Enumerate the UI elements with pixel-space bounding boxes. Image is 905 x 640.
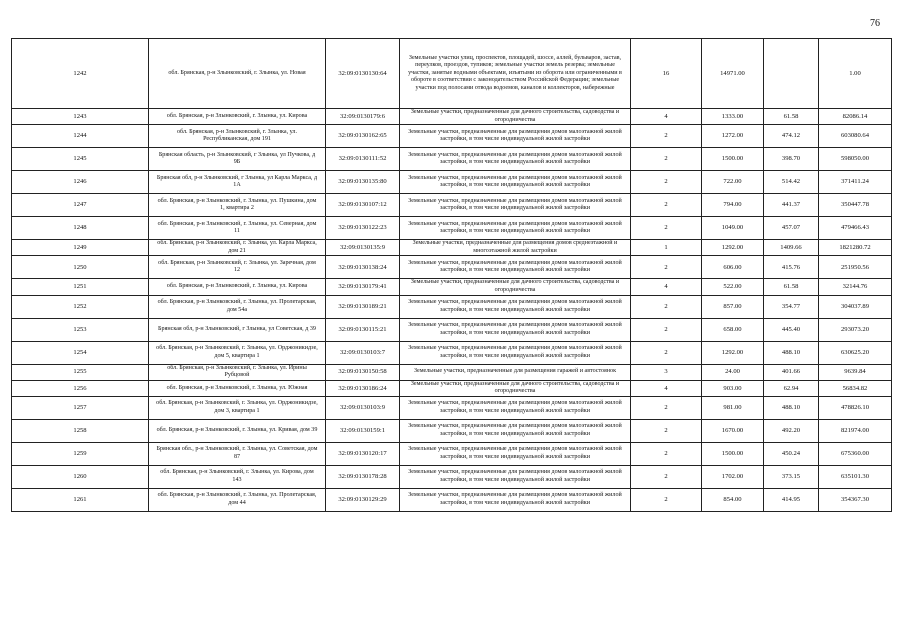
specific-value: 441.37 (764, 194, 819, 217)
specific-value: 1409.66 (764, 240, 819, 256)
address-cell: Брянская обл, р-н Злынковский, г Злынка, ул Советская, д 39 (149, 318, 326, 341)
area-value: 1272.00 (702, 125, 764, 148)
cadastral-value: 354367.30 (819, 488, 892, 511)
address-cell: обл. Брянская, р-н Злынковский, г. Злынка, ул. Северная, дом 11 (149, 217, 326, 240)
use-code: 2 (631, 341, 702, 364)
land-use-description: Земельные участки, предназначенные для размещения домов малоэтажной жилой застройки, в том числе индивидуальной жилой застройки (400, 256, 631, 279)
cadastral-number: 32:09:0130179:6 (326, 109, 400, 125)
land-use-description: Земельные участки, предназначенные для дачного строительства, садоводства и огородничества (400, 279, 631, 295)
table-row (12, 318, 892, 341)
area-value: 1333.00 (702, 109, 764, 125)
land-use-description: Земельные участки, предназначенные для размещения домов малоэтажной жилой застройки, в том числе индивидуальной жилой застройки (400, 217, 631, 240)
specific-value: 415.76 (764, 256, 819, 279)
row-number: 1258 (12, 419, 149, 442)
cadastral-value: 479466.43 (819, 217, 892, 240)
cadastral-value: 293073.20 (819, 318, 892, 341)
land-use-description: Земельные участки, предназначенные для дачного строительства, садоводства и огородничества (400, 380, 631, 396)
row-number: 1250 (12, 256, 149, 279)
use-code: 2 (631, 488, 702, 511)
use-code: 1 (631, 240, 702, 256)
row-number: 1260 (12, 465, 149, 488)
cadastral-value: 32144.76 (819, 279, 892, 295)
specific-value: 450.24 (764, 442, 819, 465)
table-row (12, 39, 892, 109)
area-value: 981.00 (702, 396, 764, 419)
land-use-description: Земельные участки, предназначенные для размещения гаражей и автостоянок (400, 364, 631, 380)
cadastral-value: 478826.10 (819, 396, 892, 419)
specific-value: 488.10 (764, 341, 819, 364)
address-cell: обл. Брянская, р-н Злынковский, г. Злынка, ул. Орджоникидзе, дом 3, квартира 1 (149, 396, 326, 419)
row-number: 1254 (12, 341, 149, 364)
use-code: 4 (631, 279, 702, 295)
cadastral-value: 9639.84 (819, 364, 892, 380)
cadastral-value: 675360.00 (819, 442, 892, 465)
specific-value: 488.10 (764, 396, 819, 419)
cadastral-number: 32:09:0130186:24 (326, 380, 400, 396)
area-value: 1292.00 (702, 341, 764, 364)
cadastral-value: 603080.64 (819, 125, 892, 148)
land-use-description: Земельные участки, предназначенные для размещения домов малоэтажной жилой застройки, в том числе индивидуальной жилой застройки (400, 488, 631, 511)
use-code: 2 (631, 396, 702, 419)
area-value: 1292.00 (702, 240, 764, 256)
row-number: 1255 (12, 364, 149, 380)
specific-value: 62.94 (764, 380, 819, 396)
area-value: 522.00 (702, 279, 764, 295)
cadastral-number: 32:09:0130135:9 (326, 240, 400, 256)
row-number: 1257 (12, 396, 149, 419)
address-cell: обл. Брянская, р-н Злынковский, г. Злынка, ул. Республиканская, дом 191 (149, 125, 326, 148)
address-cell: Брянская область, р-н Злынковский, г Злынка, ул Пучкова, д 9Б (149, 148, 326, 171)
table-row (12, 279, 892, 295)
cadastral-value: 1821280.72 (819, 240, 892, 256)
use-code: 2 (631, 194, 702, 217)
table-row (12, 295, 892, 318)
row-number: 1244 (12, 125, 149, 148)
land-use-description: Земельные участки, предназначенные для размещения домов малоэтажной жилой застройки, в том числе индивидуальной жилой застройки (400, 341, 631, 364)
area-value: 658.00 (702, 318, 764, 341)
area-value: 1500.00 (702, 148, 764, 171)
cadastral-number: 32:09:0130122:23 (326, 217, 400, 240)
table-row (12, 194, 892, 217)
cadastral-value: 1.00 (819, 39, 892, 109)
address-cell: обл. Брянская, р-н Злынковский, г. Злынка, ул. Новая (149, 39, 326, 109)
use-code: 2 (631, 295, 702, 318)
address-cell: Брянская обл., р-н Злынковский, г. Злынка, ул. Советская, дом 87 (149, 442, 326, 465)
specific-value: 398.70 (764, 148, 819, 171)
use-code: 4 (631, 380, 702, 396)
land-use-description: Земельные участки улиц, проспектов, площадей, шоссе, аллей, бульваров, застав, переулков, проездов, тупиков; земельные участки земель резерва; земельные участки, занятые водными объектами, изъятыми из оборота или ограниченными в обороте в соответствии с законодательством Российской Федерации; земельные участки под полосами отвода водоемов, каналов и коллекторов, набережные (400, 39, 631, 109)
area-value: 794.00 (702, 194, 764, 217)
land-use-description: Земельные участки, предназначенные для размещения домов малоэтажной жилой застройки, в том числе индивидуальной жилой застройки (400, 396, 631, 419)
address-cell: обл. Брянская, р-н Злынковский, г. Злынка, ул. Кривая, дом 39 (149, 419, 326, 442)
land-use-description: Земельные участки, предназначенные для размещения домов среднеэтажной и многоэтажной жилой застройки (400, 240, 631, 256)
land-use-description: Земельные участки, предназначенные для размещения домов малоэтажной жилой застройки, в том числе индивидуальной жилой застройки (400, 419, 631, 442)
specific-value: 61.58 (764, 279, 819, 295)
table-row (12, 148, 892, 171)
row-number: 1248 (12, 217, 149, 240)
table-row (12, 217, 892, 240)
address-cell: обл. Брянская, р-н Злынковский, г. Злынка, ул. Кирова (149, 279, 326, 295)
address-cell: обл. Брянская, р-н Злынковский, г. Злынка, ул. Кирова (149, 109, 326, 125)
specific-value: 492.20 (764, 419, 819, 442)
cadastral-value: 350447.78 (819, 194, 892, 217)
specific-value: 414.95 (764, 488, 819, 511)
cadastral-value: 251950.56 (819, 256, 892, 279)
cadastral-number: 32:09:0130129:29 (326, 488, 400, 511)
row-number: 1247 (12, 194, 149, 217)
use-code: 2 (631, 318, 702, 341)
cadastral-value: 598050.00 (819, 148, 892, 171)
area-value: 1500.00 (702, 442, 764, 465)
address-cell: Брянская обл, р-н Злынковский, г Злынка, ул Карла Маркса, д 1А (149, 171, 326, 194)
cadastral-number: 32:09:0130150:58 (326, 364, 400, 380)
row-number: 1261 (12, 488, 149, 511)
cadastral-number: 32:09:0130107:12 (326, 194, 400, 217)
table-row (12, 419, 892, 442)
row-number: 1246 (12, 171, 149, 194)
cadastral-number: 32:09:0130178:28 (326, 465, 400, 488)
land-use-description: Земельные участки, предназначенные для размещения домов малоэтажной жилой застройки, в том числе индивидуальной жилой застройки (400, 171, 631, 194)
cadastral-number: 32:09:0130138:24 (326, 256, 400, 279)
use-code: 2 (631, 125, 702, 148)
use-code: 2 (631, 148, 702, 171)
use-code: 16 (631, 39, 702, 109)
area-value: 24.00 (702, 364, 764, 380)
use-code: 2 (631, 217, 702, 240)
cadastral-number: 32:09:0130111:52 (326, 148, 400, 171)
page-number: 76 (870, 18, 880, 29)
land-use-description: Земельные участки, предназначенные для размещения домов малоэтажной жилой застройки, в том числе индивидуальной жилой застройки (400, 148, 631, 171)
address-cell: обл. Брянская, р-н Злынковский, г. Злынка, ул. Заречная, дом 12 (149, 256, 326, 279)
use-code: 3 (631, 364, 702, 380)
cadastral-number: 32:09:0130120:17 (326, 442, 400, 465)
land-use-description: Земельные участки, предназначенные для размещения домов малоэтажной жилой застройки, в том числе индивидуальной жилой застройки (400, 194, 631, 217)
table-row (12, 125, 892, 148)
table-row (12, 256, 892, 279)
land-plots-table (11, 38, 892, 512)
area-value: 1702.00 (702, 465, 764, 488)
row-number: 1256 (12, 380, 149, 396)
table-row (12, 240, 892, 256)
use-code: 2 (631, 256, 702, 279)
specific-value: 514.42 (764, 171, 819, 194)
table-row (12, 341, 892, 364)
cadastral-value: 630625.20 (819, 341, 892, 364)
area-value: 722.00 (702, 171, 764, 194)
address-cell: обл. Брянская, р-н Злынковский, г. Злынка, ул. Ирины Рубцовой (149, 364, 326, 380)
area-value: 14971.00 (702, 39, 764, 109)
use-code: 2 (631, 171, 702, 194)
address-cell: обл. Брянская, р-н Злынковский, г. Злынка, ул. Карла Маркса, дом 21 (149, 240, 326, 256)
area-value: 1670.00 (702, 419, 764, 442)
row-number: 1259 (12, 442, 149, 465)
use-code: 2 (631, 442, 702, 465)
land-use-description: Земельные участки, предназначенные для размещения домов малоэтажной жилой застройки, в том числе индивидуальной жилой застройки (400, 465, 631, 488)
land-use-description: Земельные участки, предназначенные для размещения домов малоэтажной жилой застройки, в том числе индивидуальной жилой застройки (400, 295, 631, 318)
table-row (12, 396, 892, 419)
cadastral-value: 635101.30 (819, 465, 892, 488)
row-number: 1249 (12, 240, 149, 256)
row-number: 1251 (12, 279, 149, 295)
table-row (12, 488, 892, 511)
use-code: 2 (631, 465, 702, 488)
table-row (12, 380, 892, 396)
address-cell: обл. Брянская, р-н Злынковский, г. Злынка, ул. Южная (149, 380, 326, 396)
specific-value: 354.77 (764, 295, 819, 318)
area-value: 606.00 (702, 256, 764, 279)
specific-value: 61.58 (764, 109, 819, 125)
address-cell: обл. Брянская, р-н Злынковский, г. Злынка, ул. Орджоникидзе, дом 5, квартира 1 (149, 341, 326, 364)
cadastral-number: 32:09:0130135:80 (326, 171, 400, 194)
address-cell: обл. Брянская, р-н Злынковский, г. Злынка, ул. Пушкина, дом 1, квартира 2 (149, 194, 326, 217)
land-use-description: Земельные участки, предназначенные для размещения домов малоэтажной жилой застройки, в том числе индивидуальной жилой застройки (400, 318, 631, 341)
area-value: 854.00 (702, 488, 764, 511)
specific-value: 474.12 (764, 125, 819, 148)
address-cell: обл. Брянская, р-н Злынковский, г. Злынка, ул. Пролетарская, дом 54а (149, 295, 326, 318)
specific-value: 373.15 (764, 465, 819, 488)
land-use-description: Земельные участки, предназначенные для размещения домов малоэтажной жилой застройки, в том числе индивидуальной жилой застройки (400, 125, 631, 148)
specific-value: 445.40 (764, 318, 819, 341)
address-cell: обл. Брянская, р-н Злынковский, г. Злынка, ул. Пролетарская, дом 44 (149, 488, 326, 511)
cadastral-number: 32:09:0130179:41 (326, 279, 400, 295)
cadastral-number: 32:09:0130115:21 (326, 318, 400, 341)
row-number: 1252 (12, 295, 149, 318)
cadastral-number: 32:09:0130130:64 (326, 39, 400, 109)
cadastral-value: 304037.89 (819, 295, 892, 318)
use-code: 4 (631, 109, 702, 125)
specific-value: 457.07 (764, 217, 819, 240)
cadastral-number: 32:09:0130189:21 (326, 295, 400, 318)
area-value: 857.00 (702, 295, 764, 318)
use-code: 2 (631, 419, 702, 442)
row-number: 1245 (12, 148, 149, 171)
address-cell: обл. Брянская, р-н Злынковский, г. Злынка, ул. Кирова, дом 143 (149, 465, 326, 488)
cadastral-number: 32:09:0130103:7 (326, 341, 400, 364)
land-use-description: Земельные участки, предназначенные для дачного строительства, садоводства и огородничества (400, 109, 631, 125)
area-value: 903.00 (702, 380, 764, 396)
table-row (12, 109, 892, 125)
specific-value (764, 39, 819, 109)
cadastral-value: 56834.82 (819, 380, 892, 396)
row-number: 1253 (12, 318, 149, 341)
row-number: 1242 (12, 39, 149, 109)
table-row (12, 171, 892, 194)
table-row (12, 442, 892, 465)
cadastral-value: 371411.24 (819, 171, 892, 194)
row-number: 1243 (12, 109, 149, 125)
table-row (12, 465, 892, 488)
cadastral-value: 821974.00 (819, 419, 892, 442)
area-value: 1049.00 (702, 217, 764, 240)
cadastral-number: 32:09:0130103:9 (326, 396, 400, 419)
cadastral-number: 32:09:0130159:1 (326, 419, 400, 442)
table-row (12, 364, 892, 380)
cadastral-number: 32:09:0130162:65 (326, 125, 400, 148)
specific-value: 401.66 (764, 364, 819, 380)
cadastral-value: 82086.14 (819, 109, 892, 125)
land-use-description: Земельные участки, предназначенные для размещения домов малоэтажной жилой застройки, в том числе индивидуальной жилой застройки (400, 442, 631, 465)
